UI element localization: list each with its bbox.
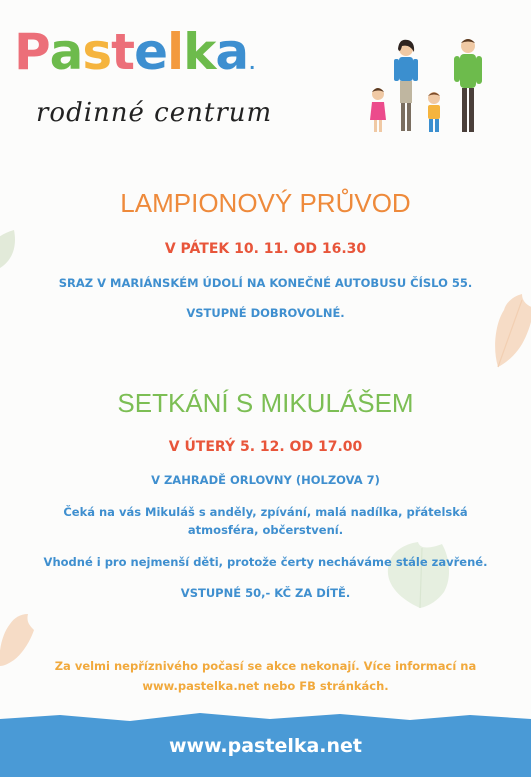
event1-title: LAMPIONOVÝ PRŮVOD <box>120 188 411 218</box>
weather-notice-line1: Za velmi nepříznivého počasí se akce nekonají. Více informací na <box>54 659 477 673</box>
logo-letter: t <box>111 23 135 81</box>
event2-desc-line1: Čeká na vás Mikuláš s anděly, zpívání, malá nadílka, přátelská <box>63 505 468 519</box>
event2-desc-line2: atmosféra, občerstvení. <box>187 523 344 537</box>
logo-letter: s <box>82 23 112 81</box>
event2-title: SETKÁNÍ S MIKULÁŠEM <box>117 388 414 418</box>
event2-when: V ÚTERÝ 5. 12. OD 17.00 <box>168 439 363 455</box>
logo-dot: . <box>249 54 255 73</box>
tagline: rodinné centrum <box>36 98 273 128</box>
logo-letter: a <box>49 23 83 81</box>
leaf-right-top-icon <box>488 292 531 370</box>
footer-url[interactable]: www.pastelka.net <box>168 735 363 757</box>
logo-letter: e <box>134 23 167 81</box>
event1-fee: VSTUPNÉ DOBROVOLNÉ. <box>186 306 345 320</box>
weather-notice-line2: www.pastelka.net nebo FB stránkách. <box>142 679 389 693</box>
logo-letter: P <box>14 23 50 81</box>
family-illustration-icon <box>364 34 494 138</box>
logo <box>14 22 254 94</box>
event2-fee: VSTUPNÉ 50,- KČ ZA DÍTĚ. <box>180 586 351 600</box>
event1-where: SRAZ V MARIÁNSKÉM ÚDOLÍ NA KONEČNÉ AUTOBUSU ČÍSLO 55. <box>58 276 473 290</box>
event1-when: V PÁTEK 10. 11. OD 16.30 <box>164 241 367 257</box>
logo-letter: k <box>183 23 216 81</box>
event2-where: V ZAHRADĚ ORLOVNY (HOLZOVA 7) <box>151 473 380 487</box>
logo-letter: a <box>215 23 249 81</box>
event2-note: Vhodné i pro nejmenší děti, protože čerty necháváme stále zavřené. <box>43 555 488 569</box>
logo-letter: l <box>167 23 184 81</box>
